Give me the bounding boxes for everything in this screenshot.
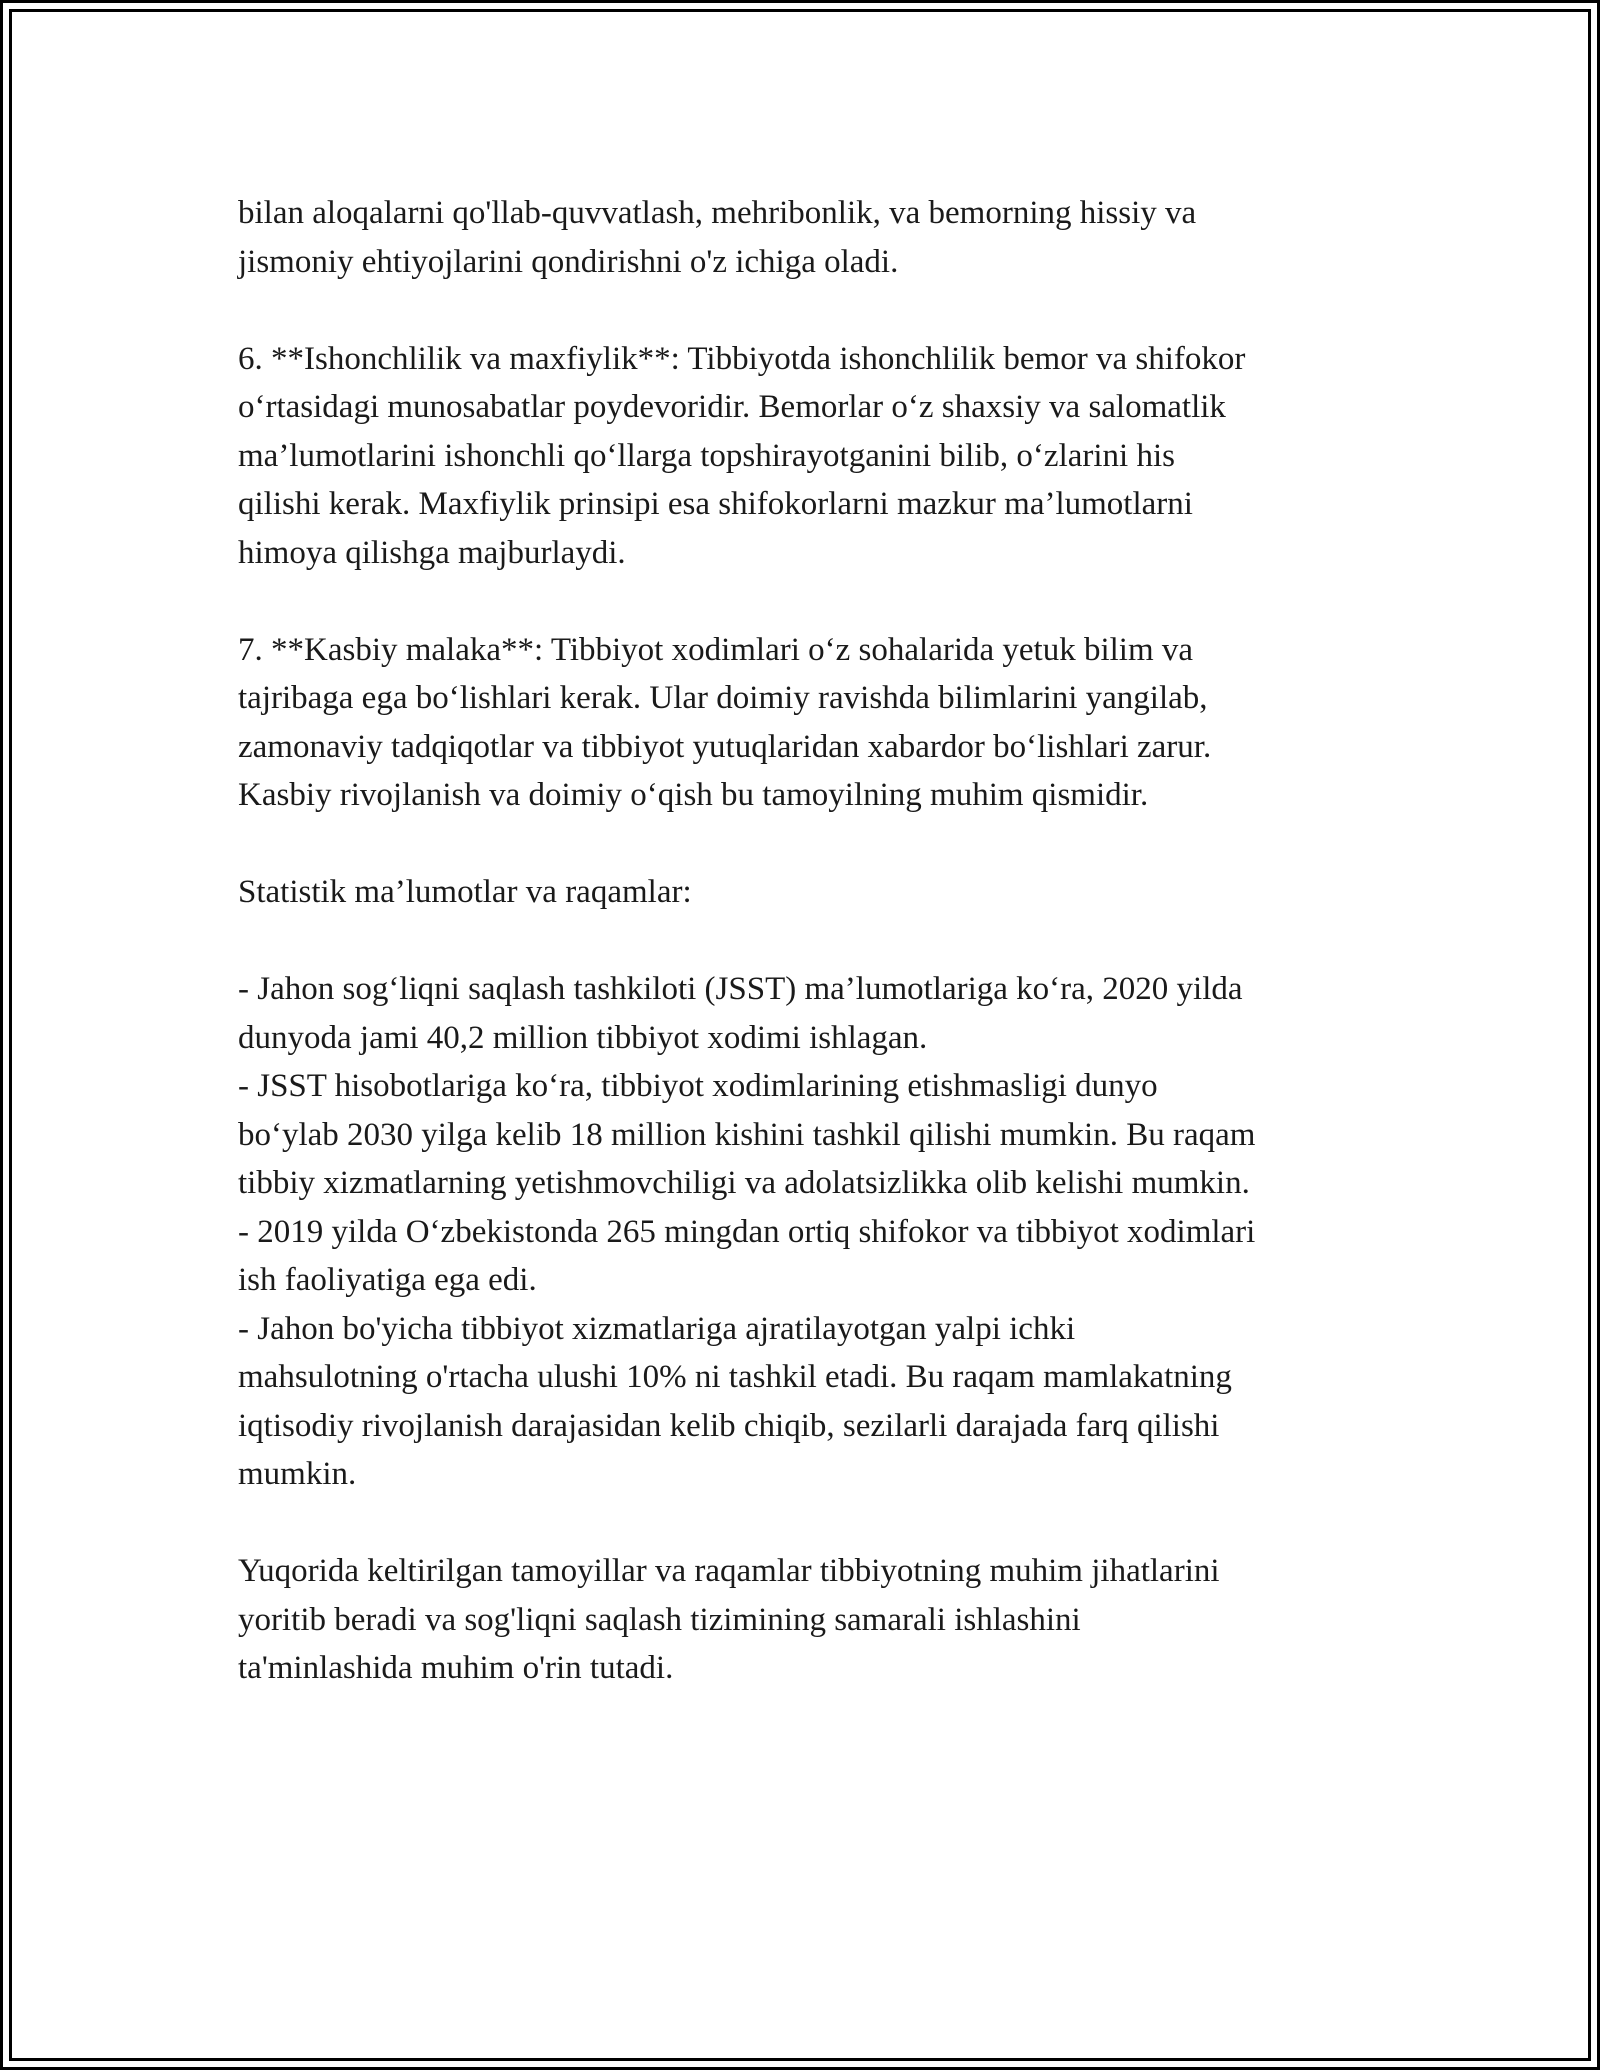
- text-line: Yuqorida keltirilgan tamoyillar va raqamlar tibbiyotning muhim jihatlarini: [238, 1553, 1220, 1589]
- text-line: mahsulotning o'rtacha ulushi 10% ni tashkil etadi. Bu raqam mamlakatning: [238, 1359, 1232, 1395]
- text-line: Kasbiy rivojlanish va doimiy o‘qish bu tamoyilning muhim qismidir.: [238, 777, 1149, 813]
- statistics-heading: [238, 868, 1398, 917]
- text-line: ta'minlashida muhim o'rin tutadi.: [238, 1650, 674, 1686]
- text-line: bilan aloqalarni qo'llab-quvvatlash, mehribonlik, va bemorning hissiy va: [238, 195, 1197, 231]
- text-line: ma’lumotlarini ishonchli qo‘llarga topshirayotganini bilib, o‘zlarini his: [238, 437, 1175, 474]
- paragraph-principle-6: [238, 335, 1398, 578]
- text-line: yoritib beradi va sog'liqni saqlash tizimining samarali ishlashini: [238, 1601, 1081, 1638]
- text-line: - Jahon bo'yicha tibbiyot xizmatlariga ajratilayotgan yalpi ichki: [238, 1310, 1076, 1347]
- paragraph-principle-7: [238, 626, 1398, 820]
- text-line: - 2019 yilda O‘zbekistonda 265 mingdan ortiq shifokor va tibbiyot xodimlari: [238, 1213, 1256, 1250]
- text-line: himoya qilishga majburlaydi.: [238, 534, 626, 571]
- text-line: dunyoda jami 40,2 million tibbiyot xodimi ishlagan.: [238, 1019, 928, 1056]
- text-line: jismoniy ehtiyojlarini qondirishni o'z ichiga oladi.: [238, 243, 899, 280]
- text-line: bo‘ylab 2030 yilga kelib 18 million kishini tashkil qilishi mumkin. Bu raqam: [238, 1116, 1256, 1153]
- statistics-list: [238, 965, 1398, 1499]
- paragraph-conclusion: [238, 1547, 1398, 1693]
- text-line: - JSST hisobotlariga ko‘ra, tibbiyot xodimlarining etishmasligi dunyo: [238, 1068, 1158, 1104]
- text-line: 7. **Kasbiy malaka**: Tibbiyot xodimlari o‘z sohalarida yetuk bilim va: [238, 631, 1194, 668]
- text-line: qilishi kerak. Maxfiylik prinsipi esa shifokorlarni mazkur ma’lumotlarni: [238, 486, 1193, 522]
- text-line: iqtisodiy rivojlanish darajasidan kelib chiqib, sezilarli darajada farq qilishi: [238, 1407, 1220, 1444]
- text-line: o‘rtasidagi munosabatlar poydevoridir. Bemorlar o‘z shaxsiy va salomatlik: [238, 389, 1226, 425]
- text-line: mumkin.: [238, 1456, 357, 1492]
- paragraph-intro-continuation: [238, 189, 1398, 286]
- text-line: ish faoliyatiga ega edi.: [238, 1262, 537, 1298]
- text-line: 6. **Ishonchlilik va maxfiylik**: Tibbiyotda ishonchlilik bemor va shifokor: [238, 340, 1246, 377]
- text-line: tibbiy xizmatlarning yetishmovchiligi va adolatsizlikka olib kelishi mumkin.: [238, 1165, 1250, 1201]
- text-line: Statistik ma’lumotlar va raqamlar:: [238, 874, 692, 910]
- text-line: zamonaviy tadqiqotlar va tibbiyot yutuqlaridan xabardor bo‘lishlari zarur.: [238, 728, 1212, 765]
- text-line: tajribaga ega bo‘lishlari kerak. Ular doimiy ravishda bilimlarini yangilab,: [238, 680, 1208, 716]
- document-body: [238, 189, 1398, 1693]
- text-line: - Jahon sog‘liqni saqlash tashkiloti (JSST) ma’lumotlariga ko‘ra, 2020 yilda: [238, 971, 1243, 1007]
